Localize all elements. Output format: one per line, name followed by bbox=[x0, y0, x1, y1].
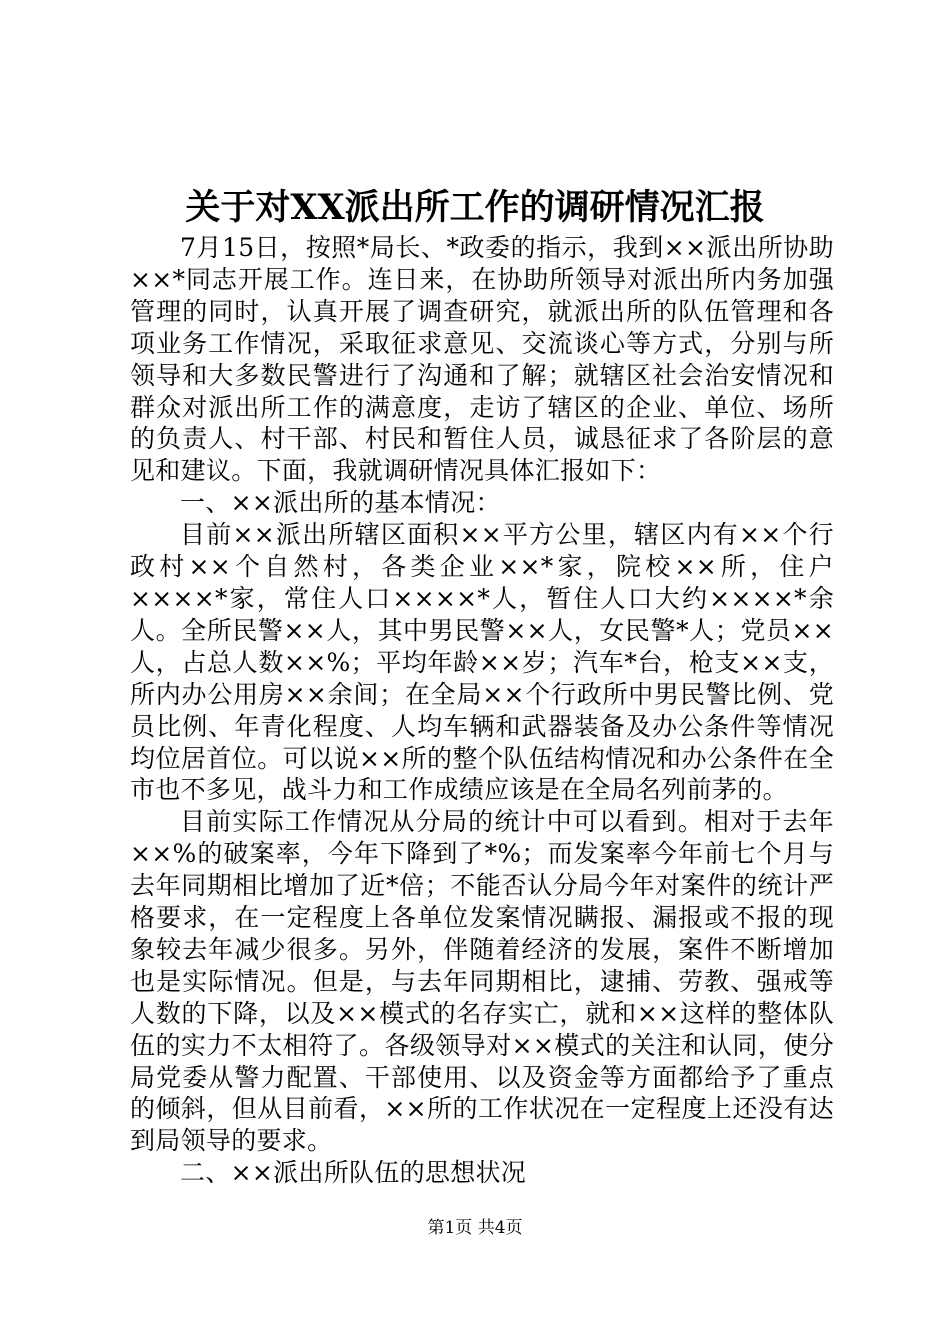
section-heading-2: 二、××派出所队伍的思想状况 bbox=[180, 1158, 527, 1188]
page-footer: 第1页 共4页 bbox=[427, 1218, 523, 1238]
basic-info-paragraph: 目前××派出所辖区面积××平方公里，辖区内有××个行政村××个自然村，各类企业××*家，院校××所，住户××××*家，常住人口××××*人，暂住人口大约××××*余人。全所民警××人，其中男民警××人，女民警*人；党员××人，占总人数××%；平均年龄××岁；汽车*台，枪支××支，所内办公用房××余间；在全局××个行政所中男民警比例、党员比例、年青化程度、人均车辆和武器装备及办公条件等情况均位居首位。可以说××所的整个队伍结构情况和办公条件在全市也不多见，战斗力和工作成绩应该是在全局名列前茅的。 bbox=[130, 520, 834, 805]
work-status-paragraph: 目前实际工作情况从分局的统计中可以看到。相对于去年××%的破案率，今年下降到了*%；而发案率今年前七个月与去年同期相比增加了近*倍；不能否认分局今年对案件的统计严格要求，在一定程度上各单位发案情况瞒报、漏报或不报的现象较去年减少很多。另外，伴随着经济的发展，案件不断增加也是实际情况。但是，与去年同期相比，逮捕、劳教、强戒等人数的下降，以及××模式的名存实亡，就和××这样的整体队伍的实力不太相符了。各级领导对××模式的关注和认同，使分局党委从警力配置、干部使用、以及资金等方面都给予了重点的倾斜，但从目前看，××所的工作状况在一定程度上还没有达到局领导的要求。 bbox=[130, 807, 834, 1156]
document-title: 关于对XX派出所工作的调研情况汇报 bbox=[185, 187, 765, 228]
section-heading-1: 一、××派出所的基本情况： bbox=[180, 488, 501, 518]
document-body bbox=[130, 232, 834, 1189]
intro-paragraph: 7月15日，按照*局长、*政委的指示，我到××派出所协助××*同志开展工作。连日来，在协助所领导对派出所内务加强管理的同时，认真开展了调查研究，就派出所的队伍管理和各项业务工作情况，采取征求意见、交流谈心等方式，分别与所领导和大多数民警进行了沟通和了解；就辖区社会治安情况和群众对派出所工作的满意度，走访了辖区的企业、单位、场所的负责人、村干部、村民和暂住人员，诚恳征求了各阶层的意见和建议。下面，我就调研情况具体汇报如下： bbox=[130, 233, 834, 486]
